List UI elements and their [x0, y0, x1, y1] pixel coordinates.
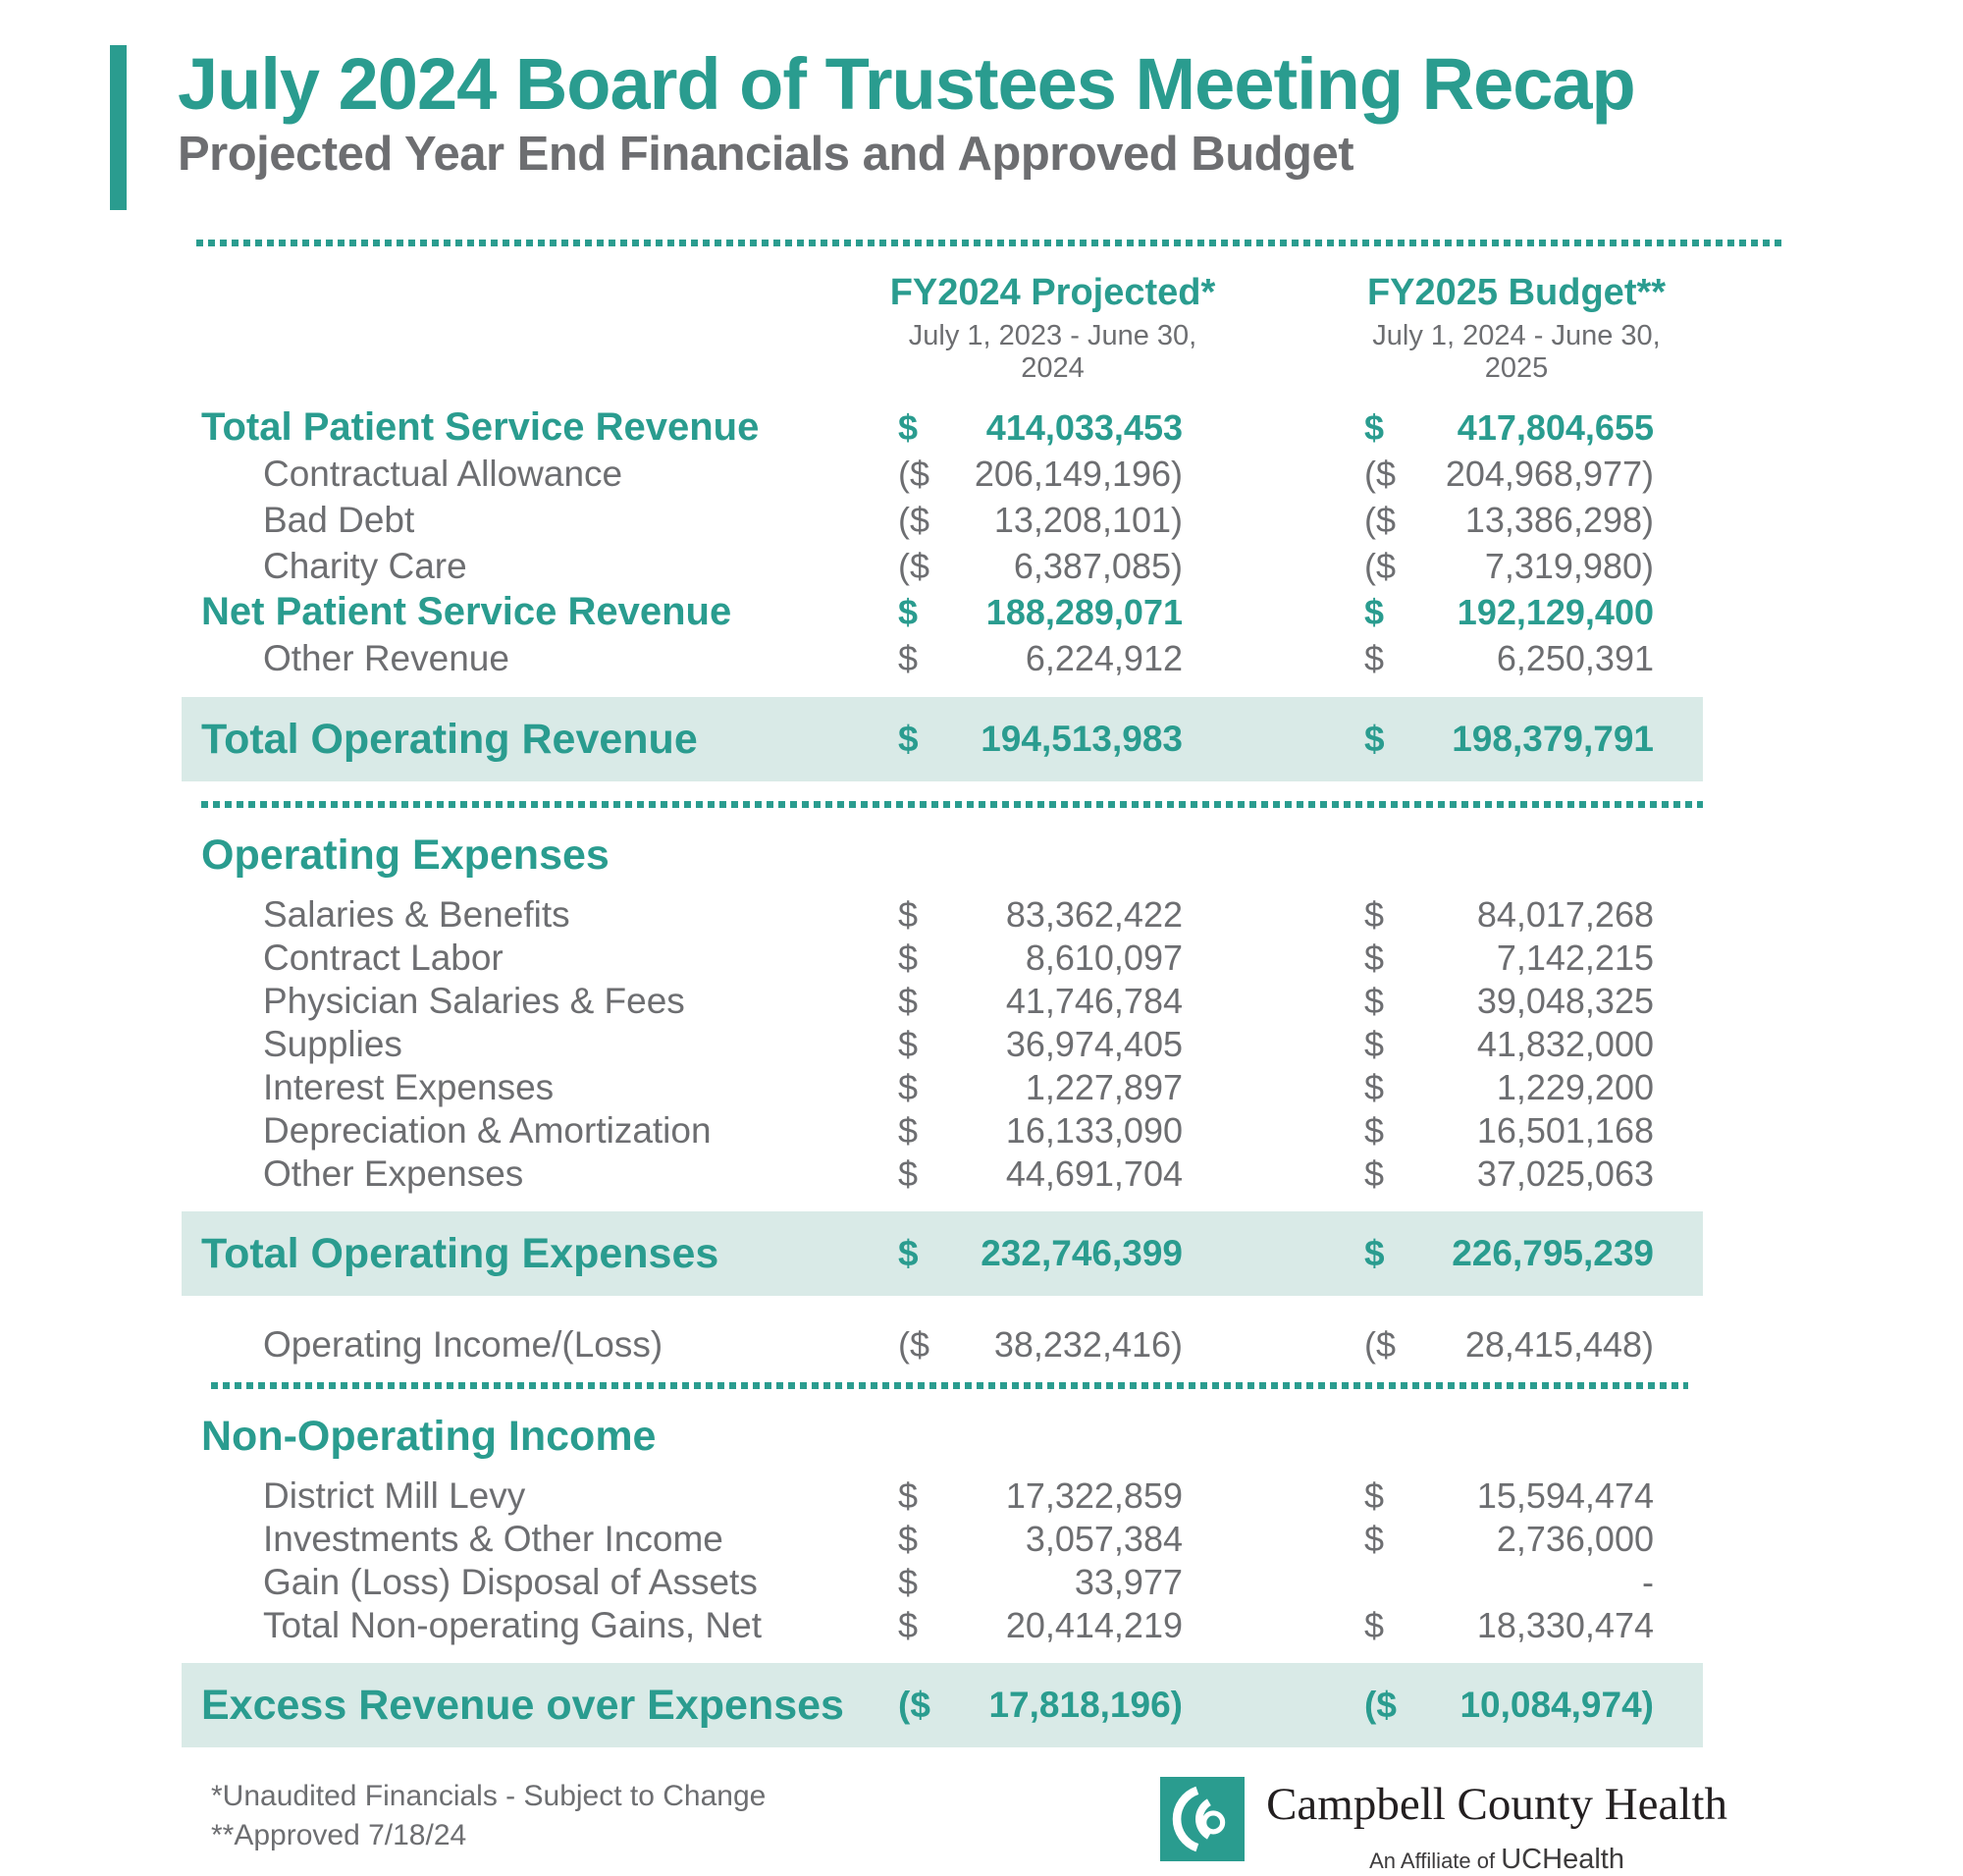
currency-symbol: ($: [898, 546, 930, 586]
currency-symbol: $: [898, 1233, 919, 1273]
currency-symbol: $: [1364, 1110, 1385, 1151]
fy2025-title: FY2025 Budget**: [1366, 272, 1667, 313]
amount-fy2024: 36,974,405: [1005, 1024, 1183, 1064]
masthead: [110, 45, 1865, 210]
currency-symbol: $: [898, 1562, 919, 1602]
currency-symbol: $: [898, 1024, 919, 1064]
currency-symbol: $: [898, 719, 919, 759]
currency-symbol: $: [898, 592, 919, 632]
row-label: Contractual Allowance: [263, 454, 623, 494]
fy2025-date-range: July 1, 2024 - June 30, 2025: [1372, 320, 1661, 384]
currency-symbol: $: [898, 638, 919, 678]
title-accent-bar: [110, 45, 127, 210]
amount-fy2025: 204,968,977): [1445, 454, 1654, 494]
table-row-depreciation-amortization: [182, 1109, 1703, 1152]
row-label: Other Revenue: [263, 638, 509, 678]
table-row-bad-debt: [182, 497, 1703, 543]
logo-name: Campbell County Health: [1266, 1779, 1727, 1830]
amount-fy2024: 6,387,085): [1013, 546, 1183, 586]
footnote-unaudited: *Unaudited Financials - Subject to Change: [211, 1780, 767, 1812]
table-row-salaries-benefits: [182, 893, 1703, 937]
amount-fy2025: 1,229,200: [1496, 1067, 1654, 1107]
dotted-divider-middle: [201, 801, 1703, 808]
currency-symbol: $: [1364, 1233, 1385, 1273]
amount-fy2024: 13,208,101): [993, 500, 1183, 540]
currency-symbol: $: [1364, 1519, 1385, 1559]
amount-fy2025: 2,736,000: [1496, 1519, 1654, 1559]
table-row-contract-labor: [182, 937, 1703, 980]
amount-fy2025: 37,025,063: [1476, 1153, 1654, 1194]
patient-revenue-section: [0, 404, 1963, 681]
uchealth-brand: UCHealth: [1501, 1844, 1624, 1875]
column-headers: [182, 272, 1963, 385]
currency-symbol: ($: [898, 500, 930, 540]
amount-fy2025: 198,379,791: [1452, 719, 1654, 759]
amount-fy2024: 1,227,897: [1025, 1067, 1183, 1107]
footnotes: [211, 1777, 766, 1855]
table-row-contractual-allowance: [182, 451, 1703, 497]
table-row-total-non-operating-gains: [182, 1604, 1703, 1647]
dotted-divider-top: [196, 240, 1786, 246]
currency-symbol: ($: [1364, 454, 1397, 494]
amount-fy2024: 44,691,704: [1005, 1153, 1183, 1194]
amount-fy2025: 84,017,268: [1476, 894, 1654, 935]
column-header-fy2024: [883, 272, 1222, 385]
row-label: Total Operating Revenue: [201, 716, 698, 763]
currency-symbol: $: [1364, 592, 1385, 632]
amount-fy2024: 3,057,384: [1025, 1519, 1183, 1559]
amount-fy2025: 226,795,239: [1452, 1233, 1654, 1273]
row-label: Interest Expenses: [263, 1067, 555, 1107]
currency-symbol: $: [1364, 1024, 1385, 1064]
table-row-other-revenue: [182, 635, 1703, 681]
currency-symbol: $: [898, 894, 919, 935]
row-label: Net Patient Service Revenue: [201, 590, 732, 633]
page-title: July 2024 Board of Trustees Meeting Recap: [178, 43, 1635, 125]
currency-symbol: $: [1364, 1067, 1385, 1107]
page-subtitle: Projected Year End Financials and Approved Budget: [178, 127, 1354, 181]
amount-fy2025: 41,832,000: [1476, 1024, 1654, 1064]
amount-fy2024: 6,224,912: [1025, 638, 1183, 678]
table-row-operating-income-loss: [182, 1323, 1703, 1367]
amount-fy2024: 16,133,090: [1005, 1110, 1183, 1151]
currency-symbol: $: [898, 407, 919, 448]
row-label: Investments & Other Income: [263, 1519, 723, 1559]
currency-symbol: $: [1364, 894, 1385, 935]
amount-fy2025: 7,142,215: [1496, 938, 1654, 978]
fy2024-title: FY2024 Projected*: [889, 272, 1216, 313]
amount-fy2024: 414,033,453: [985, 407, 1183, 448]
row-label: Bad Debt: [263, 500, 415, 540]
row-label: District Mill Levy: [263, 1475, 526, 1516]
table-row-other-expenses: [182, 1152, 1703, 1196]
table-row-interest-expenses: [182, 1066, 1703, 1109]
currency-symbol: ($: [898, 454, 930, 494]
currency-symbol: ($: [1364, 546, 1397, 586]
currency-symbol: $: [1364, 638, 1385, 678]
currency-symbol: $: [898, 1067, 919, 1107]
amount-fy2024: 17,322,859: [1005, 1475, 1183, 1516]
row-label: Excess Revenue over Expenses: [201, 1682, 844, 1729]
currency-symbol: $: [898, 1475, 919, 1516]
column-header-fy2025: [1340, 272, 1693, 385]
table-row-investments-other-income: [182, 1518, 1703, 1561]
currency-symbol: $: [898, 938, 919, 978]
table-row-supplies: [182, 1023, 1703, 1066]
row-label: Gain (Loss) Disposal of Assets: [263, 1562, 758, 1602]
amount-fy2025: 28,415,448): [1464, 1324, 1654, 1365]
title-text: [127, 45, 1635, 210]
amount-fy2024: 38,232,416): [993, 1324, 1183, 1365]
amount-fy2024: 206,149,196): [974, 454, 1183, 494]
row-label: Physician Salaries & Fees: [263, 981, 685, 1021]
amount-fy2025: -: [1642, 1562, 1654, 1602]
amount-fy2024: 17,818,196): [988, 1685, 1183, 1725]
amount-fy2024: 41,746,784: [1005, 981, 1183, 1021]
amount-fy2024: 33,977: [1074, 1562, 1183, 1602]
currency-symbol: $: [898, 1110, 919, 1151]
currency-symbol: ($: [1364, 1324, 1397, 1365]
currency-symbol: $: [1364, 1153, 1385, 1194]
row-label: Total Non-operating Gains, Net: [263, 1605, 762, 1645]
table-row-gain-loss-disposal: [182, 1561, 1703, 1604]
total-operating-revenue-band: [182, 697, 1703, 781]
amount-fy2025: 39,048,325: [1476, 981, 1654, 1021]
logo-text: [1245, 1777, 1727, 1876]
currency-symbol: ($: [1364, 1685, 1397, 1725]
amount-fy2025: 7,319,980): [1484, 546, 1654, 586]
crescent-logo-icon: [1160, 1777, 1245, 1861]
amount-fy2024: 8,610,097: [1025, 938, 1183, 978]
fy2024-date-range: July 1, 2023 - June 30, 2024: [908, 320, 1197, 384]
currency-symbol: $: [1364, 1605, 1385, 1645]
row-label: Other Expenses: [263, 1153, 524, 1194]
table-row-district-mill-levy: [182, 1474, 1703, 1518]
amount-fy2025: 15,594,474: [1476, 1475, 1654, 1516]
section-heading-non-operating-income: Non-Operating Income: [201, 1413, 657, 1460]
page-footer: [211, 1777, 1727, 1876]
amount-fy2025: 6,250,391: [1496, 638, 1654, 678]
table-row-total-patient-service-revenue: [182, 404, 1703, 451]
section-heading-operating-expenses: Operating Expenses: [201, 831, 610, 879]
table-row-charity-care: [182, 543, 1703, 589]
amount-fy2024: 232,746,399: [981, 1233, 1183, 1273]
amount-fy2024: 194,513,983: [981, 719, 1183, 759]
row-label: Charity Care: [263, 546, 467, 586]
row-label: Supplies: [263, 1024, 402, 1064]
currency-symbol: ($: [898, 1685, 930, 1725]
currency-symbol: $: [1364, 1475, 1385, 1516]
amount-fy2025: 10,084,974): [1459, 1685, 1654, 1725]
operating-expenses-section: [0, 893, 1963, 1196]
excess-revenue-band: [182, 1663, 1703, 1747]
row-label: Contract Labor: [263, 938, 504, 978]
amount-fy2025: 417,804,655: [1457, 407, 1654, 448]
amount-fy2024: 188,289,071: [985, 592, 1183, 632]
amount-fy2024: 83,362,422: [1005, 894, 1183, 935]
total-operating-expenses-band: [182, 1211, 1703, 1296]
currency-symbol: $: [898, 981, 919, 1021]
row-label: Depreciation & Amortization: [263, 1110, 712, 1151]
currency-symbol: $: [1364, 981, 1385, 1021]
currency-symbol: ($: [898, 1324, 930, 1365]
amount-fy2025: 18,330,474: [1476, 1605, 1654, 1645]
currency-symbol: $: [898, 1153, 919, 1194]
table-row-physician-salaries-fees: [182, 980, 1703, 1023]
row-label: Total Patient Service Revenue: [201, 405, 760, 449]
dotted-divider-bottom: [211, 1382, 1688, 1389]
logo-affiliate-line: An Affiliate of UCHealth: [1369, 1844, 1624, 1875]
currency-symbol: ($: [1364, 500, 1397, 540]
footnote-approved: **Approved 7/18/24: [211, 1819, 467, 1851]
currency-symbol: $: [1364, 719, 1385, 759]
table-row-net-patient-service-revenue: [182, 589, 1703, 635]
amount-fy2025: 13,386,298): [1464, 500, 1654, 540]
row-label: Salaries & Benefits: [263, 894, 570, 935]
currency-symbol: $: [898, 1519, 919, 1559]
row-label: Operating Income/(Loss): [263, 1324, 663, 1365]
currency-symbol: $: [1364, 407, 1385, 448]
row-label: Total Operating Expenses: [201, 1230, 719, 1277]
currency-symbol: $: [898, 1605, 919, 1645]
amount-fy2025: 192,129,400: [1457, 592, 1654, 632]
currency-symbol: $: [1364, 938, 1385, 978]
non-operating-income-section: [0, 1474, 1963, 1647]
campbell-county-health-logo: [1160, 1777, 1727, 1876]
amount-fy2025: 16,501,168: [1476, 1110, 1654, 1151]
amount-fy2024: 20,414,219: [1005, 1605, 1183, 1645]
